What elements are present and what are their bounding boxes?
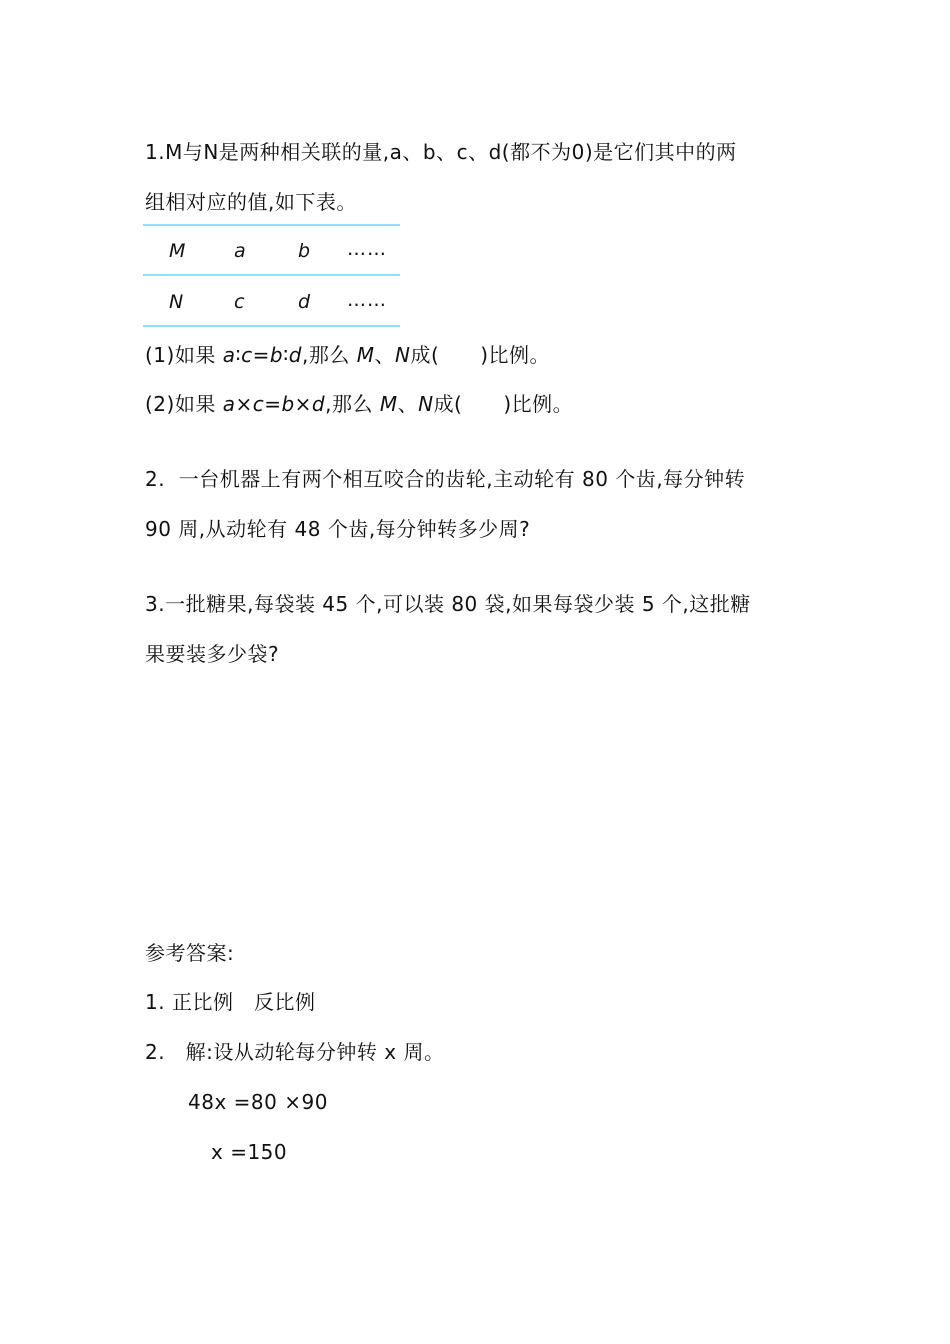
table-row-label-n: N (169, 291, 184, 313)
sub1-suffix: 成( )比例。 (410, 343, 551, 367)
table-cell-c: c (234, 291, 245, 313)
q3-line-2: 果要装多少袋? (145, 642, 280, 666)
q1-sub-2 (145, 391, 573, 417)
sub1-m: M (356, 343, 375, 367)
table-cell-b: b (298, 240, 311, 262)
table-rule-middle (143, 274, 400, 276)
q1-line-1: 1.M与N是两种相关联的量,a、b、c、d(都不为0)是它们其中的两 (145, 140, 737, 164)
sub1-prefix: (1)如果 (145, 343, 223, 367)
table-cell-ellipsis-1: …… (347, 238, 387, 260)
value-table (143, 224, 400, 327)
sub2-n: N (418, 392, 434, 416)
q1-sub-1 (145, 342, 550, 368)
table-cell-a: a (234, 240, 246, 262)
table-row-label-m: M (169, 240, 186, 262)
sub1-mid: ,那么 (302, 343, 357, 367)
table-rule-bottom (143, 325, 400, 327)
table-rule-top (143, 224, 400, 226)
q3-line-1: 3.一批糖果,每袋装 45 个,可以装 80 袋,如果每袋少装 5 个,这批糖 (145, 592, 751, 616)
sub2-prefix: (2)如果 (145, 392, 223, 416)
sub2-m: M (379, 392, 398, 416)
answer-2-equation-1: 48x =80 ×90 (188, 1090, 328, 1114)
answers-heading: 参考答案: (145, 941, 235, 965)
sub2-formula: a×c=b×d (222, 392, 326, 416)
q2-line-2: 90 周,从动轮有 48 个齿,每分钟转多少周? (145, 517, 531, 541)
sub2-mid: ,那么 (325, 392, 380, 416)
sub2-suffix: 成( )比例。 (433, 392, 574, 416)
sub1-n: N (394, 343, 411, 367)
sub2-sep: 、 (397, 392, 419, 416)
sub1-sep: 、 (374, 343, 395, 367)
table-cell-d: d (298, 291, 311, 313)
q1-line-2: 组相对应的值,如下表。 (145, 190, 357, 214)
answer-2: 2. 解:设从动轮每分钟转 x 周。 (145, 1040, 445, 1064)
table-cell-ellipsis-2: …… (347, 289, 387, 311)
answer-2-equation-2: x =150 (211, 1140, 288, 1164)
sub1-formula: a∶c=b∶d (222, 343, 302, 367)
q2-line-1: 2. 一台机器上有两个相互咬合的齿轮,主动轮有 80 个齿,每分钟转 (145, 467, 746, 491)
answer-1: 1. 正比例 反比例 (145, 990, 316, 1014)
